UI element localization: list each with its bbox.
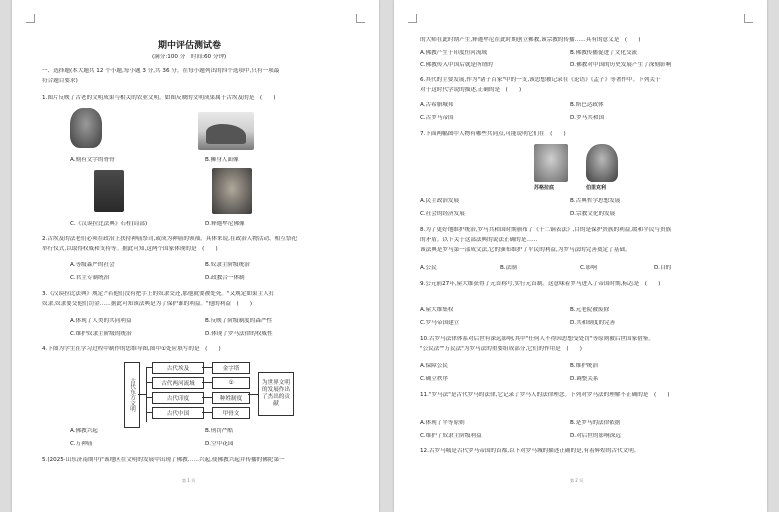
q1-option-b: B.狮身人面像 bbox=[205, 157, 239, 163]
diagram-connector bbox=[146, 397, 152, 398]
q5-option-c: C.佛教传入中国后就是所谓的 bbox=[420, 62, 493, 68]
q9-option-d: D.共和制度的完善 bbox=[570, 320, 616, 326]
image-caption-pericles: 伯里克利 bbox=[586, 185, 607, 191]
q9-option-b: B.元老院被废除 bbox=[570, 307, 610, 313]
diagram-civ-2: 古代两河流域 bbox=[152, 377, 204, 389]
q4-option-a: A.佛教兴起 bbox=[70, 428, 98, 434]
question-10-line-1: 10.古罗马法律体系对后世有深远影响,其中"任何人不得因思想受处罚"等原则被后世国家借鉴。 bbox=[420, 336, 654, 342]
q3-option-b: B.反映了阶级制度的森严性 bbox=[205, 318, 273, 324]
q2-option-c: C.君主专制统治 bbox=[70, 275, 110, 281]
page-footer: 第 2 页 bbox=[570, 478, 584, 483]
question-3-line-2: 奴隶,奴隶要交他们罚金……据此可知该法典是为了保护谁的利益。"他的利益 ( ) bbox=[42, 301, 253, 307]
q2-option-a: A.等级森严的社会 bbox=[70, 262, 115, 268]
q6-option-d: D.罗马共和国 bbox=[570, 115, 605, 121]
q8-option-c: C.影响 bbox=[580, 265, 597, 271]
q10-option-d: D.调整关系 bbox=[570, 376, 599, 382]
q2-option-b: B.奴隶主阶级统治 bbox=[205, 262, 250, 268]
hammurabi-stele-image bbox=[94, 170, 124, 212]
q11-option-c: C.维护了奴隶主阶级利益 bbox=[420, 433, 482, 439]
corner-mark bbox=[744, 14, 753, 23]
sphinx-image bbox=[198, 112, 254, 150]
question-9: 9.公元前27年,屋大维获得了元首称号,实行元首制。这意味着罗马进入了帝国时期,标志是 ( ) bbox=[420, 281, 661, 287]
diagram-connector bbox=[202, 382, 212, 383]
question-12: 12.古罗马城是古代罗马帝国的首都,以下对罗马城的描述正确的是,有着辉煌的古代文明。 bbox=[420, 448, 640, 454]
q9-option-a: A.屋大维集权 bbox=[420, 307, 454, 313]
q6-option-b: B.斯巴达政体 bbox=[570, 102, 604, 108]
q11-option-d: D.对后世的影响深远 bbox=[570, 433, 621, 439]
q1-option-a: A.刻有文字的骨骨 bbox=[70, 157, 115, 163]
q10-option-b: B.维护统治 bbox=[570, 363, 598, 369]
q9-option-c: C.罗马帝国建立 bbox=[420, 320, 460, 326]
diagram-left-label: 古代东方文明 bbox=[124, 362, 140, 428]
question-10-line-2: "公民法""万民法"为罗马法的重要组成部分,它们的作用是 ( ) bbox=[420, 346, 582, 352]
diagram-civ-3: 古代印度 bbox=[152, 392, 204, 404]
q11-option-b: B.是罗马的法律依据 bbox=[570, 420, 621, 426]
diagram-connector bbox=[146, 367, 152, 368]
q6-option-a: A.古希腊城邦 bbox=[420, 102, 454, 108]
question-11: 11."罗马法"是古代罗马的法律,它记录了罗马人的法律理念。下列对罗马法的理解不正确的是 ( ) bbox=[420, 392, 670, 398]
bone-inscription-image bbox=[70, 108, 102, 148]
question-6-line-2: 对于这时代学说的描述,正确的是 ( ) bbox=[420, 87, 522, 93]
q10-option-a: A.保障公民 bbox=[420, 363, 448, 369]
q8-option-b: B.法制 bbox=[500, 265, 517, 271]
diagram-right-label: 为世界文明的发展作出了杰出的贡献 bbox=[258, 372, 294, 416]
diagram-connector bbox=[146, 382, 152, 383]
image-caption-socrates: 苏格拉底 bbox=[534, 185, 555, 191]
q7-option-d: D.宗教文化的发展 bbox=[570, 211, 616, 217]
q4-option-d: D.空中花园 bbox=[205, 441, 234, 447]
question-6-line-1: 6.其代的主要发展,作为"诸子百家"中的一支,该思想被记录在《论语》《孟子》等著作中。下列关于 bbox=[420, 77, 661, 83]
diagram-connector bbox=[202, 367, 212, 368]
q5-option-a: A.佛教产生于印度恒河流域 bbox=[420, 50, 488, 56]
question-7: 7.下面两幅图中人物有哪些共同点,可能说明它们在 ( ) bbox=[420, 131, 566, 137]
q4-option-c: C.万神庙 bbox=[70, 441, 93, 447]
q5-continuation: 的大师在此时期产生,释迦牟尼在此时期创立佛教,该宗教的传播……具有的意义是 ( ) bbox=[420, 37, 641, 43]
q11-option-a: A.体现了平等原则 bbox=[420, 420, 465, 426]
q8-option-d: D.目的 bbox=[654, 265, 672, 271]
page-subtitle: (满分:100 分 时间:60 分钟) bbox=[152, 54, 227, 60]
page-title: 期中评估测试卷 bbox=[158, 41, 222, 51]
corner-mark bbox=[408, 14, 417, 23]
q1-option-d: D.释迦牟尼佛像 bbox=[205, 221, 245, 227]
q7-option-b: B.古典哲学思想发展 bbox=[570, 198, 621, 204]
diagram-feature-3: 种姓制度 bbox=[212, 392, 250, 404]
buddha-statue-image bbox=[212, 168, 252, 214]
diagram-feature-1: 金字塔 bbox=[212, 362, 250, 374]
q7-option-c: C.社会的经济发展 bbox=[420, 211, 465, 217]
right-page bbox=[394, 0, 767, 512]
diagram-connector bbox=[146, 367, 147, 422]
diagram-feature-2: ① bbox=[212, 377, 250, 389]
diagram-connector bbox=[248, 394, 258, 395]
question-8-line-1: 8.为了更好地维护统治,罗马共和国时期颁布了《十二铜表法》,目的是保护贵族的利益,缓和平民与贵族 bbox=[420, 227, 672, 233]
q4-option-b: B.刑罚严酷 bbox=[205, 428, 233, 434]
section-header-2: 符合题目要求) bbox=[42, 78, 78, 84]
q10-option-c: C.确立秩序 bbox=[420, 376, 449, 382]
q2-option-d: D.政教合一体制 bbox=[205, 275, 245, 281]
corner-mark bbox=[26, 14, 35, 23]
question-1: 1.图片反映了古老的文明成果与相关的农业文明。如图反映的文明成果属于古埃及的是 ( ) bbox=[42, 95, 276, 101]
q7-option-a: A.民主政治发展 bbox=[420, 198, 460, 204]
q8-option-a: A.公民 bbox=[420, 265, 437, 271]
question-2-line-2: 举行仪式,以取得权威和支持等。据此可知,这两个国家体现的是 ( ) bbox=[42, 246, 218, 252]
diagram-feature-4: 甲骨文 bbox=[212, 407, 250, 419]
question-5: 5.(2025·山东济南期中)"该地区在文明的发展中出现了佛教……兴起,使佛教兴起并传播的佛陀第一 bbox=[42, 457, 285, 463]
page-footer: 第 1 页 bbox=[182, 478, 196, 483]
q3-option-d: D.体现了罗马法律的权威性 bbox=[205, 331, 273, 337]
socrates-bust-image bbox=[534, 144, 568, 182]
question-2-line-1: 2.古埃及的法老们必须在政治上扶持神庙祭司,或成为神庙的领袖。具体来说,在政治人物活动、相互祭祀 bbox=[42, 236, 298, 242]
q1-option-c: C.《汉谟拉比法典》石柱(局部) bbox=[70, 221, 148, 227]
pericles-bust-image bbox=[586, 144, 618, 182]
corner-mark bbox=[356, 14, 365, 23]
question-3-line-1: 3.《汉谟拉比法典》规定:"若他们没有把手上的奴隶交还,那他就要被处死。"又规定如果主人打 bbox=[42, 291, 275, 297]
q3-option-a: A.体现了人类的共同利益 bbox=[70, 318, 132, 324]
question-8-line-3: 该法典是罗马第一部成文法,它的颁布维护了平民的利益,为罗马法的完善奠定了基础。 bbox=[420, 247, 631, 253]
diagram-connector bbox=[146, 412, 152, 413]
q5-option-b: B.佛教传播促进了文化交流 bbox=[570, 50, 638, 56]
question-8-line-2: 的矛盾。以下关于这部法典的说法正确的是…… bbox=[420, 237, 538, 243]
q3-option-c: C.维护奴隶主阶级的统治 bbox=[70, 331, 132, 337]
q6-option-c: C.古罗马帝国 bbox=[420, 115, 454, 121]
diagram-connector bbox=[138, 394, 146, 395]
section-header: 一、选择题(本大题共 12 个小题,每小题 3 分,共 36 分。在每小题列出的四个选项中,只有一项最 bbox=[42, 68, 280, 74]
diagram-connector bbox=[202, 397, 212, 398]
diagram-civ-4: 古代中国 bbox=[152, 407, 204, 419]
diagram-connector bbox=[202, 412, 212, 413]
question-4: 4.下图为学生在学习过程中制作的思维导图,图中①处应填写的是 ( ) bbox=[42, 346, 221, 352]
q5-option-d: D.佛教对中国的历史发展产生了深刻影响 bbox=[570, 62, 672, 68]
left-page bbox=[12, 0, 379, 512]
diagram-civ-1: 古代埃及 bbox=[152, 362, 204, 374]
